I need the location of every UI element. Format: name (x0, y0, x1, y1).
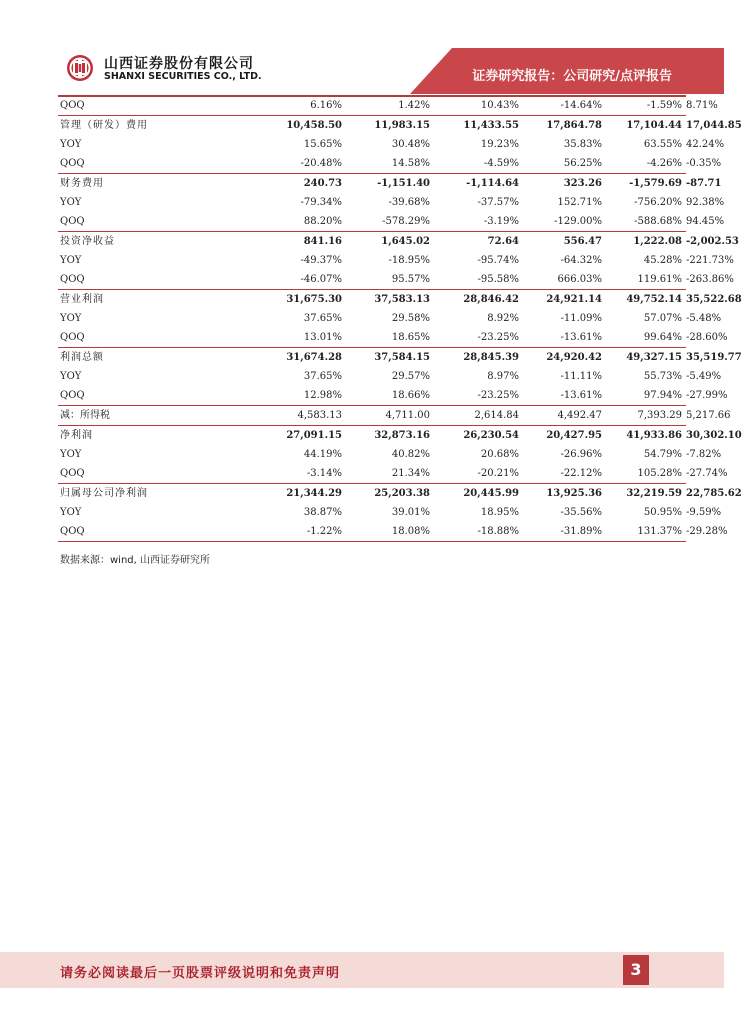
table-row: 净利润 27,091.15 32,873.16 26,230.54 20,427.95 41,933.86 30,302.10 (58, 426, 686, 446)
table-cell: 240.73 (258, 174, 346, 194)
table-cell: 4,711.00 (346, 406, 434, 426)
row-label: YOY (60, 139, 82, 150)
table-row: YOY 38.87% 39.01% 18.95% -35.56% 50.95% -9.59% (58, 503, 686, 522)
spacer-cell (174, 116, 258, 136)
spacer-cell (174, 96, 258, 116)
table-cell: 41,933.86 (606, 426, 686, 446)
page-header (0, 0, 724, 96)
table-cell: 18.66% (391, 390, 430, 401)
row-label: QOQ (60, 332, 85, 343)
spacer-cell (174, 135, 258, 154)
table-row: 利润总额 31,674.28 37,584.15 28,845.39 24,920.42 49,327.15 35,519.77 (58, 348, 686, 368)
page-number: 3 (623, 955, 649, 985)
spacer-cell (174, 193, 258, 212)
table-row: 管理（研发）费用 10,458.50 11,983.15 11,433.55 17,864.78 17,104.44 17,044.85 (58, 116, 686, 136)
table-cell: 4,492.47 (523, 406, 606, 426)
table-cell: 99.64% (643, 332, 682, 343)
table-row: YOY 37.65% 29.57% 8.97% -11.11% 55.73% -5.49% (58, 367, 686, 386)
row-label: 投资净收益 (58, 232, 174, 252)
table-cell: 30.48% (391, 139, 430, 150)
table-cell: 20.68% (480, 449, 519, 460)
table-cell: 29.57% (391, 371, 430, 382)
row-label: 归属母公司净利润 (58, 484, 174, 504)
table-cell: 15.65% (303, 139, 342, 150)
spacer-cell (174, 406, 258, 426)
table-cell: 20,445.99 (434, 484, 523, 504)
table-cell: 21.34% (391, 468, 430, 479)
row-label: 利润总额 (58, 348, 174, 368)
table-cell: -64.32% (560, 255, 602, 266)
table-cell: 6.16% (310, 100, 342, 111)
table-cell: 35.83% (563, 139, 602, 150)
spacer-cell (174, 426, 258, 446)
table-row: 投资净收益 841.16 1,645.02 72.64 556.47 1,222.08 -2,002.53 (58, 232, 686, 252)
table-cell: 14.58% (391, 158, 430, 169)
table-row: QOQ 6.16% 1.42% 10.43% -14.64% -1.59% 8.71% (58, 96, 686, 116)
table-cell: -11.11% (560, 371, 602, 382)
table-cell: 54.79% (643, 449, 682, 460)
table-cell: 31,675.30 (258, 290, 346, 310)
row-label: QOQ (60, 158, 85, 169)
table-cell: -756.20% (634, 197, 682, 208)
table-row: QOQ -3.14% 21.34% -20.21% -22.12% 105.28% -27.74% (58, 464, 686, 484)
table-cell: 37.65% (303, 313, 342, 324)
table-cell: 49,327.15 (606, 348, 686, 368)
table-row: 减：所得税 4,583.13 4,711.00 2,614.84 4,492.47 7,393.29 5,217.66 (58, 406, 686, 426)
table-cell: -588.68% (634, 216, 682, 227)
table-cell: -1.22% (258, 522, 346, 542)
table-cell: 17,864.78 (523, 116, 606, 136)
table-cell: 323.26 (523, 174, 606, 194)
table-cell: 38.87% (303, 507, 342, 518)
table-row: YOY 37.65% 29.58% 8.92% -11.09% 57.07% -5.48% (58, 309, 686, 328)
table-row: 营业利润 31,675.30 37,583.13 28,846.42 24,921.14 49,752.14 35,522.68 (58, 290, 686, 310)
table-cell: 72.64 (434, 232, 523, 252)
table-cell: 88.20% (303, 216, 342, 227)
spacer-cell (174, 522, 258, 542)
table-cell: -4.59% (483, 158, 519, 169)
table-cell: 19.23% (480, 139, 519, 150)
company-logo-icon (66, 54, 94, 82)
row-label: YOY (60, 507, 82, 518)
spacer-cell (174, 290, 258, 310)
table-cell: -26.96% (560, 449, 602, 460)
table-cell: -22.12% (560, 468, 602, 479)
table-row: YOY 44.19% 40.82% 20.68% -26.96% 54.79% -7.82% (58, 445, 686, 464)
table-cell: -18.95% (388, 255, 430, 266)
table-cell: -46.07% (300, 274, 342, 285)
table-cell: 37,584.15 (346, 348, 434, 368)
table-cell: 841.16 (258, 232, 346, 252)
table-cell: -1,151.40 (346, 174, 434, 194)
row-label: QOQ (60, 390, 85, 401)
table-cell: 18.65% (391, 332, 430, 343)
table-cell: -3.14% (306, 468, 342, 479)
table-cell: -129.00% (554, 216, 602, 227)
table-cell: 2,614.84 (434, 406, 523, 426)
table-cell: 27,091.15 (258, 426, 346, 446)
table-cell: 7,393.29 (606, 406, 686, 426)
table-cell: -1.59% (646, 100, 682, 111)
spacer-cell (174, 251, 258, 270)
table-cell: 20,427.95 (523, 426, 606, 446)
table-cell: 24,920.42 (523, 348, 606, 368)
disclaimer-text: 请务必阅读最后一页股票评级说明和免责声明 (60, 966, 341, 981)
table-cell: 8.92% (487, 313, 519, 324)
financial-table (58, 96, 742, 542)
table-cell: -37.57% (477, 197, 519, 208)
table-cell: 13,925.36 (523, 484, 606, 504)
table-row: 财务费用 240.73 -1,151.40 -1,114.64 323.26 -1,579.69 -87.71 (58, 174, 686, 194)
spacer-cell (174, 309, 258, 328)
table-cell: 32,873.16 (346, 426, 434, 446)
table-cell: 56.25% (563, 158, 602, 169)
table-cell: 10.43% (480, 100, 519, 111)
table-cell: -11.09% (560, 313, 602, 324)
row-label: QOQ (60, 468, 85, 479)
table-cell: -49.37% (300, 255, 342, 266)
table-cell: 31,674.28 (258, 348, 346, 368)
table-row: QOQ -1.22% 18.08% -18.88% -31.89% 131.37% -29.28% (58, 522, 686, 542)
table-row: QOQ 13.01% 18.65% -23.25% -13.61% 99.64% -28.60% (58, 328, 686, 348)
table-cell: 57.07% (643, 313, 682, 324)
row-label: QOQ (60, 100, 85, 111)
table-cell: 32,219.59 (606, 484, 686, 504)
report-type-label: 证券研究报告：公司研究/点评报告 (472, 69, 672, 84)
table-cell: 50.95% (643, 507, 682, 518)
table-cell: 11,433.55 (434, 116, 523, 136)
table-cell: 12.98% (303, 390, 342, 401)
table-cell: 105.28% (637, 468, 682, 479)
table-cell: 40.82% (391, 449, 430, 460)
table-cell: 18.08% (346, 522, 434, 542)
table-cell: -20.21% (477, 468, 519, 479)
spacer-cell (174, 328, 258, 348)
table-row: QOQ -46.07% 95.57% -95.58% 666.03% 119.61% -263.86% (58, 270, 686, 290)
table-cell: -95.74% (477, 255, 519, 266)
table-cell: 49,752.14 (606, 290, 686, 310)
spacer-cell (174, 445, 258, 464)
table-row: QOQ 12.98% 18.66% -23.25% -13.61% 97.94% -27.99% (58, 386, 686, 406)
table-row: YOY -49.37% -18.95% -95.74% -64.32% 45.28% -221.73% (58, 251, 686, 270)
table-row: YOY 15.65% 30.48% 19.23% 35.83% 63.55% 42.24% (58, 135, 686, 154)
table-cell: 95.57% (391, 274, 430, 285)
row-label: 营业利润 (58, 290, 174, 310)
table-cell: 1,222.08 (606, 232, 686, 252)
table-row: QOQ 88.20% -578.29% -3.19% -129.00% -588.68% 94.45% (58, 212, 686, 232)
table-cell: -35.56% (560, 507, 602, 518)
table-row: 归属母公司净利润 21,344.29 25,203.38 20,445.99 13,925.36 32,219.59 22,785.62 (58, 484, 686, 504)
table-cell: 18.95% (480, 507, 519, 518)
table-cell: 13.01% (303, 332, 342, 343)
table-cell: 55.73% (643, 371, 682, 382)
spacer-cell (174, 386, 258, 406)
table-cell: 28,846.42 (434, 290, 523, 310)
table-cell: 666.03% (557, 274, 602, 285)
table-cell: 45.28% (643, 255, 682, 266)
table-cell: 63.55% (643, 139, 682, 150)
data-source-note: 数据来源：wind, 山西证券研究所 (60, 555, 210, 566)
spacer-cell (174, 464, 258, 484)
table-cell: 21,344.29 (258, 484, 346, 504)
table-cell: 10,458.50 (258, 116, 346, 136)
table-cell: 8.97% (487, 371, 519, 382)
spacer-cell (174, 270, 258, 290)
table-cell: 556.47 (523, 232, 606, 252)
table-cell: 29.58% (391, 313, 430, 324)
company-name-cn: 山西证券股份有限公司 (104, 56, 254, 72)
table-cell: -79.34% (300, 197, 342, 208)
table-cell: 1.42% (398, 100, 430, 111)
table-cell: -20.48% (300, 158, 342, 169)
table-cell: 28,845.39 (434, 348, 523, 368)
row-label: QOQ (58, 522, 174, 542)
spacer-cell (174, 367, 258, 386)
row-label: YOY (60, 449, 82, 460)
table-cell: 4,583.13 (258, 406, 346, 426)
table-cell: -13.61% (560, 390, 602, 401)
row-label: YOY (60, 313, 82, 324)
spacer-cell (174, 232, 258, 252)
table-cell: -1,579.69 (606, 174, 686, 194)
table-cell: 17,104.44 (606, 116, 686, 136)
financial-table-body (58, 96, 742, 542)
table-cell: 37,583.13 (346, 290, 434, 310)
table-cell: -1,114.64 (434, 174, 523, 194)
row-label: QOQ (60, 274, 85, 285)
table-row: QOQ -20.48% 14.58% -4.59% 56.25% -4.26% -0.35% (58, 154, 686, 174)
table-cell: -39.68% (388, 197, 430, 208)
table-cell: 39.01% (391, 507, 430, 518)
row-label: YOY (60, 197, 82, 208)
table-cell: 37.65% (303, 371, 342, 382)
table-cell: -31.89% (523, 522, 606, 542)
table-cell: 25,203.38 (346, 484, 434, 504)
table-cell: -18.88% (434, 522, 523, 542)
table-row: YOY -79.34% -39.68% -37.57% 152.71% -756.20% 92.38% (58, 193, 686, 212)
row-label: YOY (60, 371, 82, 382)
table-cell: 44.19% (303, 449, 342, 460)
table-cell: 11,983.15 (346, 116, 434, 136)
spacer-cell (174, 174, 258, 194)
spacer-cell (174, 212, 258, 232)
spacer-cell (174, 154, 258, 174)
row-label: 财务费用 (58, 174, 174, 194)
table-cell: -4.26% (646, 158, 682, 169)
company-name-en: SHANXI SECURITIES CO., LTD. (104, 71, 262, 82)
row-label: QOQ (60, 216, 85, 227)
table-cell: -95.58% (477, 274, 519, 285)
table-cell: -23.25% (477, 390, 519, 401)
table-cell: 1,645.02 (346, 232, 434, 252)
table-cell: -14.64% (560, 100, 602, 111)
spacer-cell (174, 503, 258, 522)
spacer-cell (174, 348, 258, 368)
table-cell: 131.37% (606, 522, 686, 542)
row-label: 净利润 (58, 426, 174, 446)
table-cell: -13.61% (560, 332, 602, 343)
table-cell: -3.19% (483, 216, 519, 227)
table-cell: 152.71% (557, 197, 602, 208)
table-cell: 119.61% (637, 274, 682, 285)
row-label: 管理（研发）费用 (58, 116, 174, 136)
table-cell: -578.29% (382, 216, 430, 227)
table-cell: -23.25% (477, 332, 519, 343)
table-cell: 26,230.54 (434, 426, 523, 446)
table-cell: 97.94% (643, 390, 682, 401)
spacer-cell (174, 484, 258, 504)
row-label: YOY (60, 255, 82, 266)
row-label: 减：所得税 (58, 406, 174, 426)
table-cell: 24,921.14 (523, 290, 606, 310)
